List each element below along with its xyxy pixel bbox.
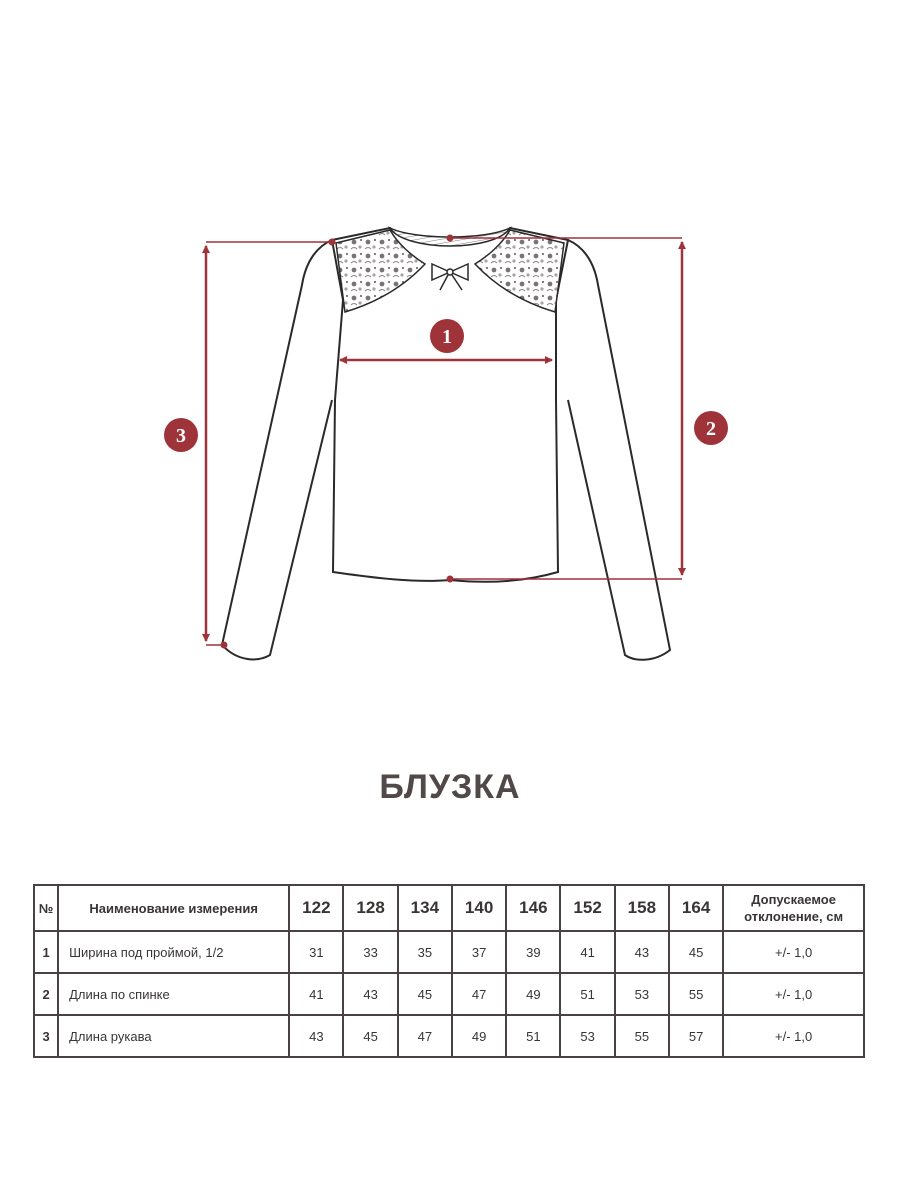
table-row: [35, 974, 865, 1016]
header-tolerance-line1: Допускаемое: [751, 892, 836, 907]
row-value: 45: [399, 974, 453, 1016]
header-tolerance: [724, 886, 865, 932]
table-header-row: [35, 886, 865, 932]
row-tolerance: +/- 1,0: [724, 974, 865, 1016]
row-name: Длина рукава: [59, 1016, 290, 1058]
row-value: 45: [344, 1016, 398, 1058]
badge-2: 2: [706, 418, 716, 440]
row-value: 49: [453, 1016, 507, 1058]
row-value: 43: [344, 974, 398, 1016]
row-value: 55: [616, 1016, 670, 1058]
row-value: 37: [453, 932, 507, 974]
row-tolerance: +/- 1,0: [724, 1016, 865, 1058]
page-title: БЛУЗКА: [379, 768, 521, 806]
header-size: 146: [507, 886, 561, 932]
header-size: 158: [616, 886, 670, 932]
row-value: 51: [561, 974, 615, 1016]
row-value: 31: [290, 932, 344, 974]
badge-3: 3: [176, 425, 186, 447]
row-value: 49: [507, 974, 561, 1016]
row-value: 43: [290, 1016, 344, 1058]
row-value: 35: [399, 932, 453, 974]
row-name: Длина по спинке: [59, 974, 290, 1016]
table-row: [35, 1016, 865, 1058]
header-name: Наименование измерения: [59, 886, 290, 932]
table-row: [35, 932, 865, 974]
row-value: 53: [561, 1016, 615, 1058]
row-number: 1: [35, 932, 59, 974]
header-size: 122: [290, 886, 344, 932]
row-value: 45: [670, 932, 724, 974]
left-sleeve: [222, 240, 332, 659]
row-value: 39: [507, 932, 561, 974]
row-name: Ширина под проймой, 1/2: [59, 932, 290, 974]
row-value: 41: [290, 974, 344, 1016]
header-size: 164: [670, 886, 724, 932]
row-tolerance: +/- 1,0: [724, 932, 865, 974]
row-value: 47: [453, 974, 507, 1016]
row-value: 33: [344, 932, 398, 974]
header-no: №: [35, 886, 59, 932]
row-value: 43: [616, 932, 670, 974]
row-value: 57: [670, 1016, 724, 1058]
header-size: 134: [399, 886, 453, 932]
row-value: 55: [670, 974, 724, 1016]
row-number: 3: [35, 1016, 59, 1058]
badge-1: 1: [442, 326, 452, 348]
row-value: 51: [507, 1016, 561, 1058]
row-number: 2: [35, 974, 59, 1016]
right-sleeve: [568, 240, 670, 660]
row-value: 41: [561, 932, 615, 974]
header-size: 140: [453, 886, 507, 932]
header-size: 152: [561, 886, 615, 932]
size-table: [33, 884, 865, 1058]
header-tolerance-line2: отклонение, см: [744, 909, 844, 924]
row-value: 53: [616, 974, 670, 1016]
header-size: 128: [344, 886, 398, 932]
row-value: 47: [399, 1016, 453, 1058]
